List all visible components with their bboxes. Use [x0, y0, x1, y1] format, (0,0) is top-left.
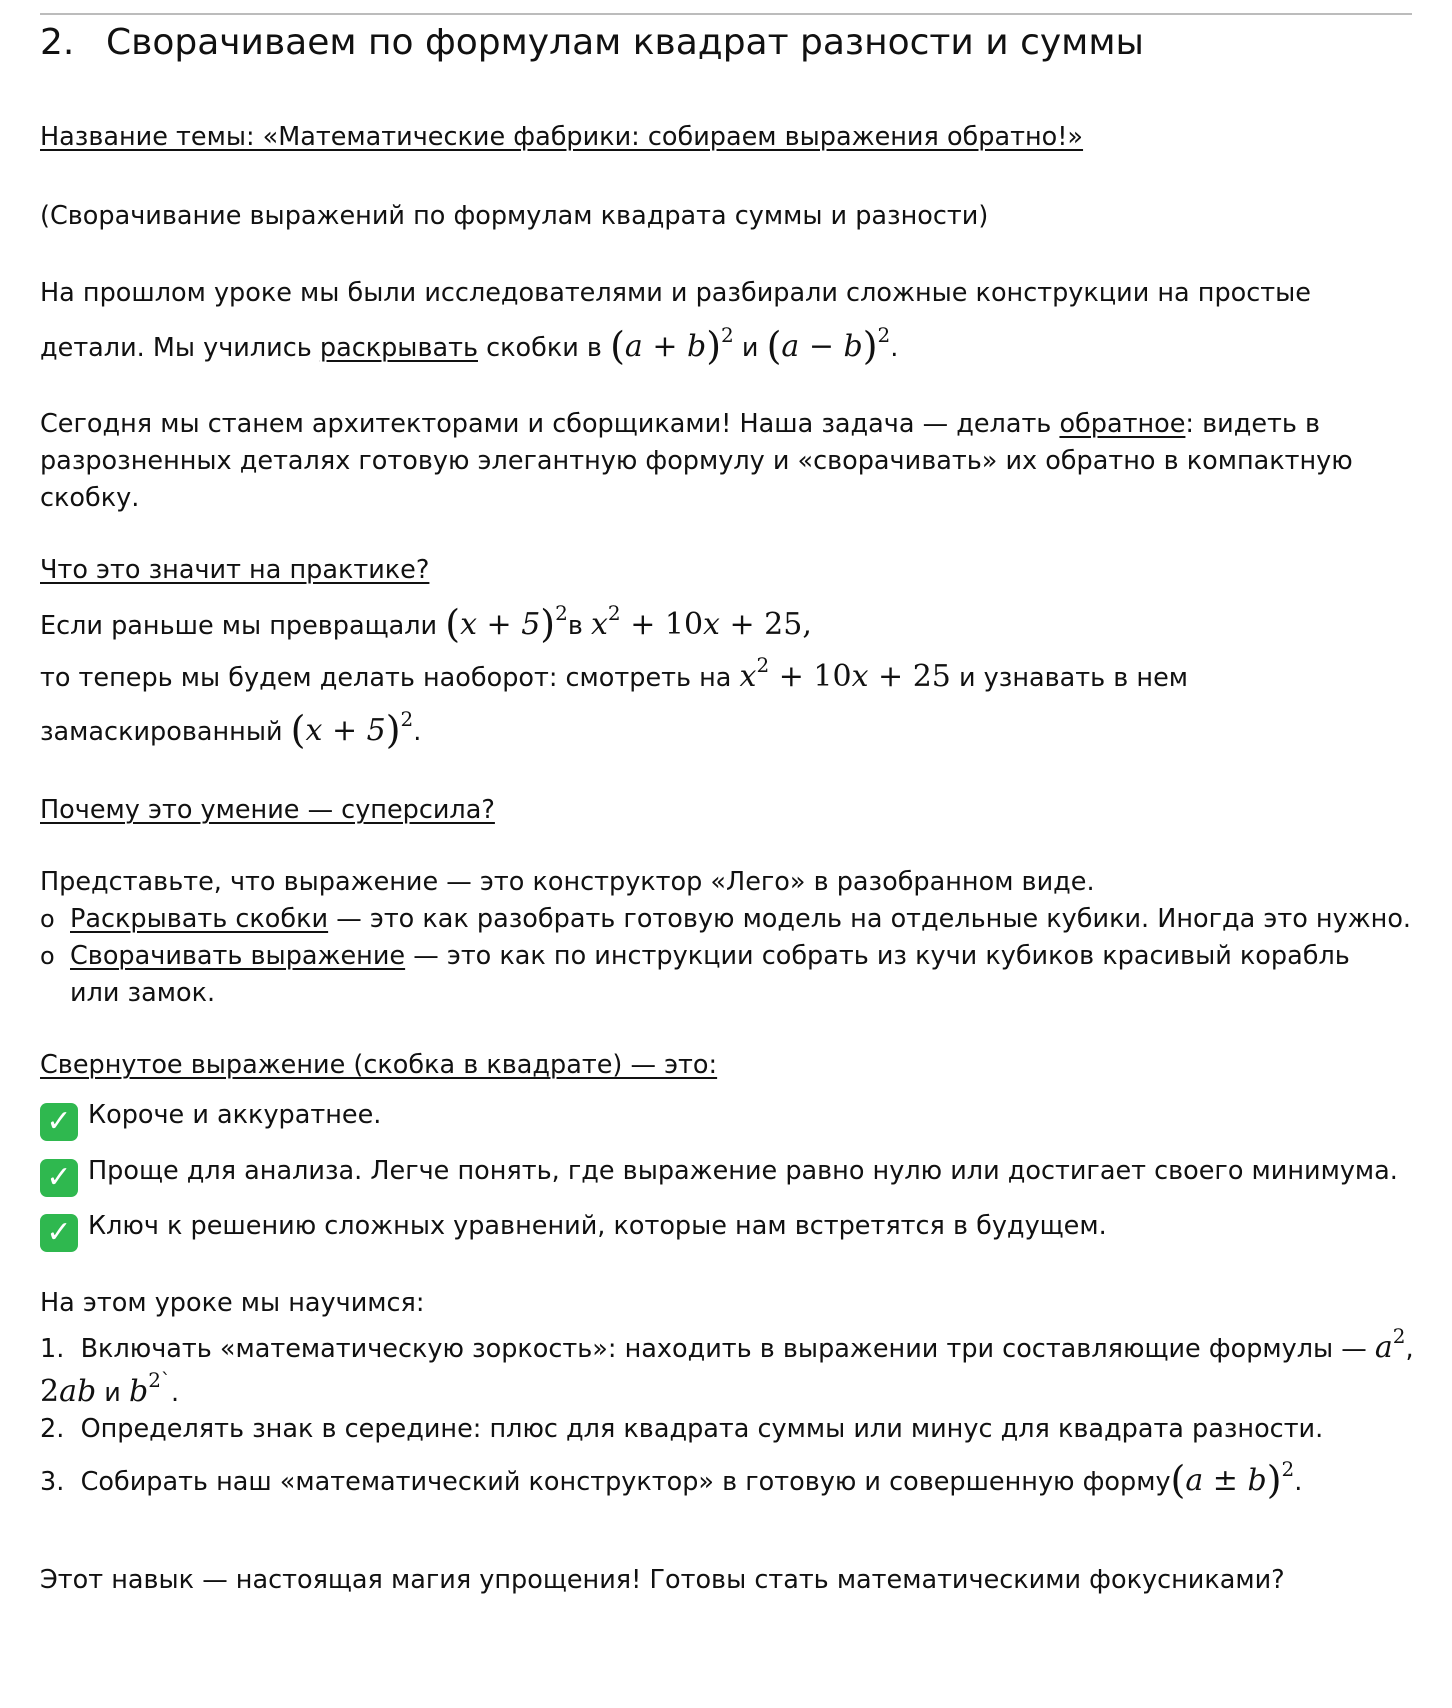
superpower-heading: Почему это умение — суперсила?	[40, 795, 495, 825]
paren: (	[1170, 1458, 1186, 1502]
superpower-bullet-2-cont: или замок.	[70, 978, 216, 1008]
folded-heading: Свернутое выражение (скобка в квадрате) — это:	[40, 1050, 718, 1080]
math-term: + 25,	[719, 607, 812, 642]
exponent: 2	[756, 653, 770, 677]
math-term: + 10	[620, 607, 704, 642]
superpower-bullet-2	[40, 936, 1350, 976]
today-text: Сегодня мы станем архитекторами и сборщиками! Наша задача — делать	[40, 409, 1060, 439]
math-var: x	[851, 659, 869, 694]
list-number: 1.	[40, 1334, 65, 1364]
intro-line-1: На прошлом уроке мы были исследователями и разбирали сложные конструкции на простые	[40, 278, 1311, 308]
learn-text: ,	[1405, 1334, 1414, 1364]
learn-item-3	[40, 1457, 1303, 1502]
paren: )	[1266, 1458, 1282, 1502]
practice-text: и узнавать в нем	[950, 663, 1188, 693]
practice-line-3	[40, 707, 422, 752]
math-term: + 10	[769, 659, 852, 694]
learn-text: Определять знак в середине: плюс для квадрата суммы или минус для квадрата разности.	[80, 1414, 1324, 1444]
exponent: 2	[721, 323, 734, 347]
section-title: Сворачиваем по формулам квадрат разности и суммы	[106, 22, 1144, 63]
today-text: : видеть в	[1185, 409, 1321, 439]
intro-underlined: раскрывать	[319, 333, 478, 363]
exponent: 2	[877, 323, 891, 347]
paren: (	[290, 708, 306, 752]
paren: (	[445, 602, 461, 646]
formula-x-plus-5: x + 5	[460, 607, 541, 642]
formula-a-plus-b: a + b	[624, 329, 707, 364]
bullet-underlined: Раскрывать скобки	[70, 904, 329, 934]
topic-title: Название темы: «Математические фабрики: собираем выражения обратно!»	[40, 122, 1084, 152]
bullet-text: — это как разобрать готовую модель на отдельные кубики. Иногда это нужно.	[328, 904, 1412, 934]
learn-text: .	[1294, 1467, 1303, 1497]
intro-text: и	[733, 333, 767, 363]
check-mark-icon: ✓	[40, 1103, 78, 1141]
formula-x-plus-5: x + 5	[305, 713, 386, 748]
learn-heading: На этом уроке мы научимся:	[40, 1288, 425, 1318]
intro-text: детали. Мы учились	[40, 333, 320, 363]
today-underlined: обратное	[1059, 409, 1186, 439]
folded-item	[40, 1205, 1107, 1252]
check-mark-icon: ✓	[40, 1214, 78, 1252]
paren: (	[610, 324, 625, 368]
paren: )	[540, 602, 556, 646]
practice-heading: Что это значит на практике?	[40, 555, 430, 585]
subtitle: (Сворачивание выражений по формулам квадрата суммы и разности)	[40, 201, 989, 231]
top-divider	[40, 13, 1412, 15]
practice-text: в	[567, 611, 591, 641]
section-number: 2.	[40, 22, 75, 63]
bullet-underlined: Сворачивать выражение	[70, 941, 406, 971]
list-number: 2.	[40, 1414, 65, 1444]
learn-text: Собирать наш «математический конструктор» в готовую и совершенную форму	[80, 1467, 1171, 1497]
practice-text: замаскированный	[40, 717, 291, 747]
math-var: x	[703, 607, 720, 642]
intro-text: .	[890, 333, 899, 363]
check-mark-icon: ✓	[40, 1159, 78, 1197]
learn-item-1	[40, 1324, 1414, 1369]
learn-text: Включать «математическую зоркость»: находить в выражении три составляющие формулы —	[80, 1334, 1375, 1364]
learn-item-1-cont	[40, 1368, 180, 1413]
paren: )	[385, 708, 401, 752]
math-term: + 25	[868, 659, 951, 694]
paren: )	[706, 324, 722, 368]
folded-item-text: Ключ к решению сложных уравнений, которые нам встретятся в будущем.	[88, 1211, 1107, 1241]
practice-text: то теперь мы будем делать наоборот: смотреть на	[40, 663, 740, 693]
exponent: 2	[1281, 1457, 1295, 1481]
bullet-icon: o	[40, 905, 55, 933]
math-var: x	[739, 659, 757, 694]
formula-a-minus-b: a − b	[781, 329, 863, 364]
math-term: 2	[40, 1374, 60, 1409]
practice-text: Если раньше мы превращали	[40, 611, 446, 641]
math-var: x	[591, 607, 608, 642]
list-number: 3.	[40, 1467, 65, 1497]
intro-line-2	[40, 323, 899, 368]
formula-a-plus-minus-b: a ± b	[1185, 1463, 1267, 1498]
closing-line: Этот навык — настоящая магия упрощения! Готовы стать математическими фокусниками?	[40, 1565, 1285, 1595]
folded-item	[40, 1094, 381, 1141]
math-var: a	[1374, 1330, 1393, 1365]
folded-item-text: Короче и аккуратнее.	[88, 1100, 382, 1130]
learn-text: .	[170, 1378, 180, 1408]
folded-item	[40, 1150, 1398, 1197]
exponent: 2	[400, 707, 414, 731]
section-heading	[40, 18, 1144, 68]
learn-text: и	[96, 1378, 129, 1408]
exponent: 2	[555, 601, 568, 625]
today-line-2: разрозненных деталях готовую элегантную формулу и «сворачивать» их обратно в компактную	[40, 446, 1353, 476]
paren: )	[862, 324, 878, 368]
exponent: 2`	[148, 1368, 171, 1392]
practice-text: .	[413, 717, 422, 747]
learn-item-2	[40, 1409, 1323, 1449]
practice-line-1	[40, 601, 812, 646]
bullet-text: — это как по инструкции собрать из кучи кубиков красивый корабль	[405, 941, 1350, 971]
paren: (	[766, 324, 782, 368]
practice-line-2	[40, 653, 1188, 698]
today-line-1	[40, 404, 1320, 444]
superpower-intro: Представьте, что выражение — это конструктор «Лего» в разобранном виде.	[40, 867, 1095, 897]
exponent: 2	[607, 601, 621, 625]
math-var: b	[128, 1374, 149, 1409]
folded-item-text: Проще для анализа. Легче понять, где выражение равно нулю или достигает своего минимума.	[88, 1156, 1398, 1186]
superpower-bullet-1	[40, 899, 1411, 939]
exponent: 2	[1392, 1324, 1406, 1348]
today-line-3: скобку.	[40, 483, 140, 513]
bullet-icon: o	[40, 942, 55, 970]
intro-text: скобки в	[477, 333, 611, 363]
math-var: ab	[59, 1374, 97, 1409]
